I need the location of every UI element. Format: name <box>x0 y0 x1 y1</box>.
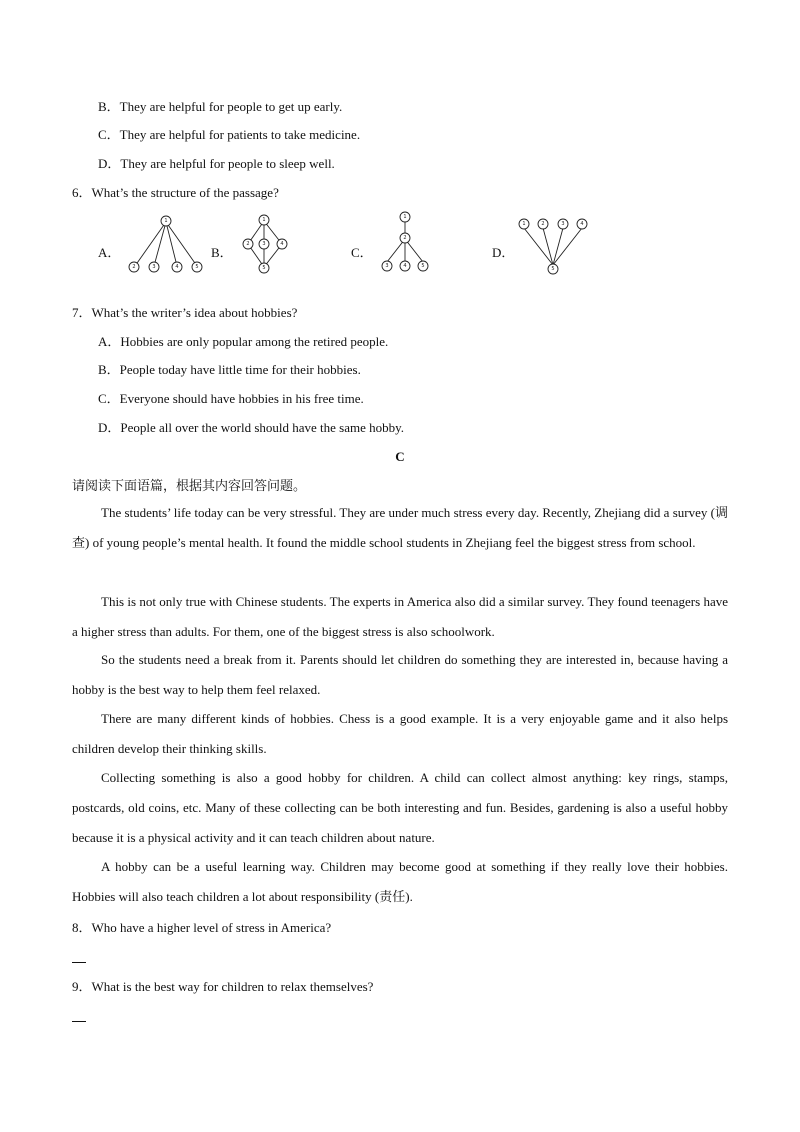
diagram-d-node <box>558 219 568 229</box>
svg-text:4: 4 <box>280 241 284 247</box>
svg-text:3: 3 <box>385 263 389 269</box>
q6-diagram-a <box>126 213 206 275</box>
diagram-a-node <box>149 262 159 272</box>
diagram-c-node <box>400 233 410 243</box>
diagram-b-node <box>243 239 253 249</box>
svg-text:3: 3 <box>262 241 266 247</box>
svg-text:1: 1 <box>164 218 168 224</box>
q6-question: 6．What’s the structure of the passage? <box>72 185 279 200</box>
q5-option-b: B．They are helpful for people to get up early. <box>98 99 343 114</box>
diagram-a-node <box>172 262 182 272</box>
q6-diagram-b <box>240 212 290 276</box>
svg-text:4: 4 <box>580 221 584 227</box>
diagram-c-node <box>418 261 428 271</box>
diagram-d-node <box>577 219 587 229</box>
q9-question: 9．What is the best way for children to relax themselves? <box>72 979 374 994</box>
diagram-b-node <box>259 263 269 273</box>
svg-text:1: 1 <box>403 214 407 220</box>
diagram-c-node <box>400 212 410 222</box>
svg-text:5: 5 <box>195 264 199 270</box>
passage-paragraph-3: So the students need a break from it. Parents should let children do something they are interested in, because having a hobby is the best way to help them feel relaxed. <box>72 652 728 697</box>
q9-answer-blank[interactable] <box>72 1021 86 1022</box>
svg-text:5: 5 <box>262 265 266 271</box>
section-instruction: 请阅读下面语篇，根据其内容回答问题。 <box>72 478 307 493</box>
diagram-d-node <box>538 219 548 229</box>
svg-text:2: 2 <box>132 264 136 270</box>
diagram-c-node <box>382 261 392 271</box>
q6-diagram-c <box>378 209 434 277</box>
diagram-d-node <box>519 219 529 229</box>
svg-text:4: 4 <box>175 264 179 270</box>
passage-paragraph-4: There are many different kinds of hobbies. Chess is a good example. It is a very enjoyable game and it also helps children develop their thinking skills. <box>72 711 728 756</box>
passage-paragraph-6: A hobby can be a useful learning way. Children may become good at something if they really love their hobbies. Hobbies will also teach children a lot about responsibility (责任). <box>72 859 728 904</box>
q6-diagram-d <box>516 215 594 279</box>
svg-text:1: 1 <box>522 221 526 227</box>
q5-option-c: C．They are helpful for patients to take medicine. <box>98 127 361 142</box>
svg-text:3: 3 <box>561 221 565 227</box>
svg-text:3: 3 <box>152 264 156 270</box>
diagram-a-node <box>192 262 202 272</box>
passage-paragraph-1: The students’ life today can be very stressful. They are under much stress every day. Recently, Zhejiang did a survey (调查) of young people’s mental health. It found the middle school students in Zhejiang feel the biggest stress from school. <box>72 505 728 550</box>
svg-text:2: 2 <box>403 235 407 241</box>
q6-choice-c-label: C． <box>351 245 373 260</box>
q7-option-d: D．People all over the world should have the same hobby. <box>98 420 405 435</box>
q8-answer-blank[interactable] <box>72 962 86 963</box>
svg-text:5: 5 <box>421 263 425 269</box>
diagram-a-node <box>161 216 171 226</box>
svg-text:2: 2 <box>246 241 250 247</box>
q7-question: 7．What’s the writer’s idea about hobbies? <box>72 305 298 320</box>
svg-text:4: 4 <box>403 263 407 269</box>
diagram-b-node <box>259 239 269 249</box>
passage-paragraph-5: Collecting something is also a good hobby for children. A child can collect almost anything: key rings, stamps, postcards, old coins, etc. Many of these collecting can be both interesting and fun. Besides, gardening is also a useful hobby because it is a physical activity and it can teach children about nature. <box>72 770 728 845</box>
diagram-b-node <box>259 215 269 225</box>
q8-question: 8．Who have a higher level of stress in America? <box>72 920 332 935</box>
diagram-c-node <box>400 261 410 271</box>
q6-choice-a-label: A． <box>98 245 121 260</box>
diagram-a-edges <box>135 222 197 266</box>
diagram-d-node <box>548 264 558 274</box>
q5-option-d: D．They are helpful for people to sleep well. <box>98 156 335 171</box>
q7-option-c: C．Everyone should have hobbies in his free time. <box>98 391 364 406</box>
svg-text:2: 2 <box>541 221 545 227</box>
q7-option-a: A．Hobbies are only popular among the retired people. <box>98 334 389 349</box>
q7-option-b: B．People today have little time for their hobbies. <box>98 362 361 377</box>
diagram-d-edges <box>524 228 582 265</box>
q6-choice-d-label: D． <box>492 245 515 260</box>
svg-text:1: 1 <box>262 217 266 223</box>
svg-text:5: 5 <box>551 266 555 272</box>
passage-paragraph-2: This is not only true with Chinese students. The experts in America also did a similar survey. They found teenagers have a higher stress than adults. For them, one of the biggest stress is also schoolwork. <box>72 594 728 639</box>
q6-choice-b-label: B． <box>211 245 233 260</box>
diagram-a-node <box>129 262 139 272</box>
section-heading: C <box>395 449 405 464</box>
diagram-b-node <box>277 239 287 249</box>
